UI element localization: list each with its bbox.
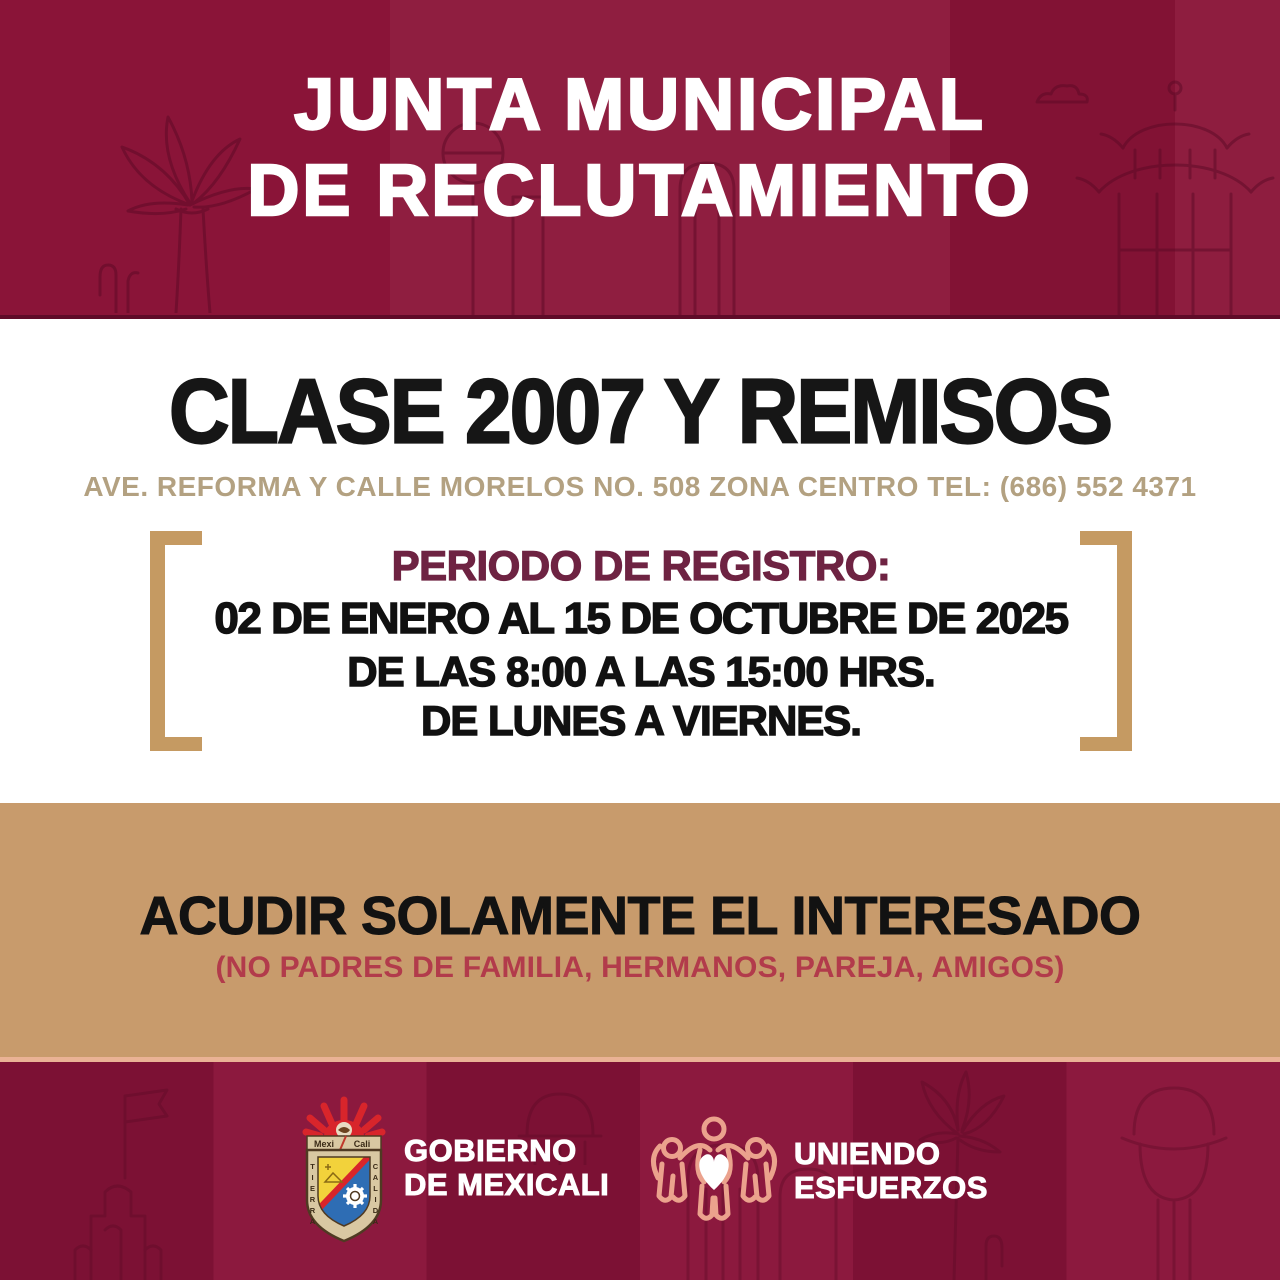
uniendo-esfuerzos-icon	[648, 1114, 780, 1228]
slogan-logo	[648, 1114, 988, 1228]
crest-side-right: CALIDA	[371, 1162, 380, 1228]
info-section	[0, 319, 1280, 803]
monument-flag-icon	[55, 1082, 175, 1280]
registration-label: PERIODO DE REGISTRO:	[391, 542, 891, 589]
notice-band	[0, 803, 1280, 1062]
kiosk-tower-icon	[1118, 1082, 1230, 1280]
registration-frame	[150, 531, 1132, 751]
title-line-2: DE RECLUTAMIENTO	[247, 151, 1033, 231]
registration-days: DE LUNES A VIERNES.	[421, 697, 861, 744]
left-bracket	[150, 531, 202, 751]
title-line-1: JUNTA MUNICIPAL	[294, 65, 986, 145]
notice-main-text: ACUDIR SOLAMENTE EL INTERESADO	[139, 886, 1141, 946]
address-line: AVE. REFORMA Y CALLE MORELOS NO. 508 ZONA CENTRO TEL: (686) 552 4371	[83, 471, 1197, 502]
page-title	[0, 62, 1280, 234]
crest-banner-right: Cali	[353, 1139, 371, 1149]
crest-banner-left: Mexi	[313, 1139, 335, 1149]
registration-dates: 02 DE ENERO AL 15 DE OCTUBRE DE 2025	[214, 594, 1068, 643]
registration-hours: DE LAS 8:00 A LAS 15:00 HRS.	[347, 648, 935, 695]
right-bracket	[1080, 531, 1132, 751]
notice-sub-text: (NO PADRES DE FAMILIA, HERMANOS, PAREJA, AMIGOS)	[215, 951, 1065, 984]
government-line-2: DE MEXICALI	[404, 1167, 610, 1202]
government-logo-text	[404, 1134, 609, 1202]
slogan-line-1: UNIENDO	[794, 1136, 941, 1171]
crest-side-left: TIERRA	[308, 1162, 317, 1228]
header-band	[0, 0, 1280, 319]
mexicali-coat-of-arms-icon	[298, 1092, 390, 1244]
slogan-logo-text	[794, 1137, 988, 1205]
footer-band	[0, 1062, 1280, 1280]
slogan-line-2: ESFUERZOS	[794, 1170, 988, 1205]
class-heading: CLASE 2007 Y REMISOS	[169, 360, 1111, 462]
government-logo	[298, 1092, 609, 1244]
government-line-1: GOBIERNO	[404, 1133, 577, 1168]
